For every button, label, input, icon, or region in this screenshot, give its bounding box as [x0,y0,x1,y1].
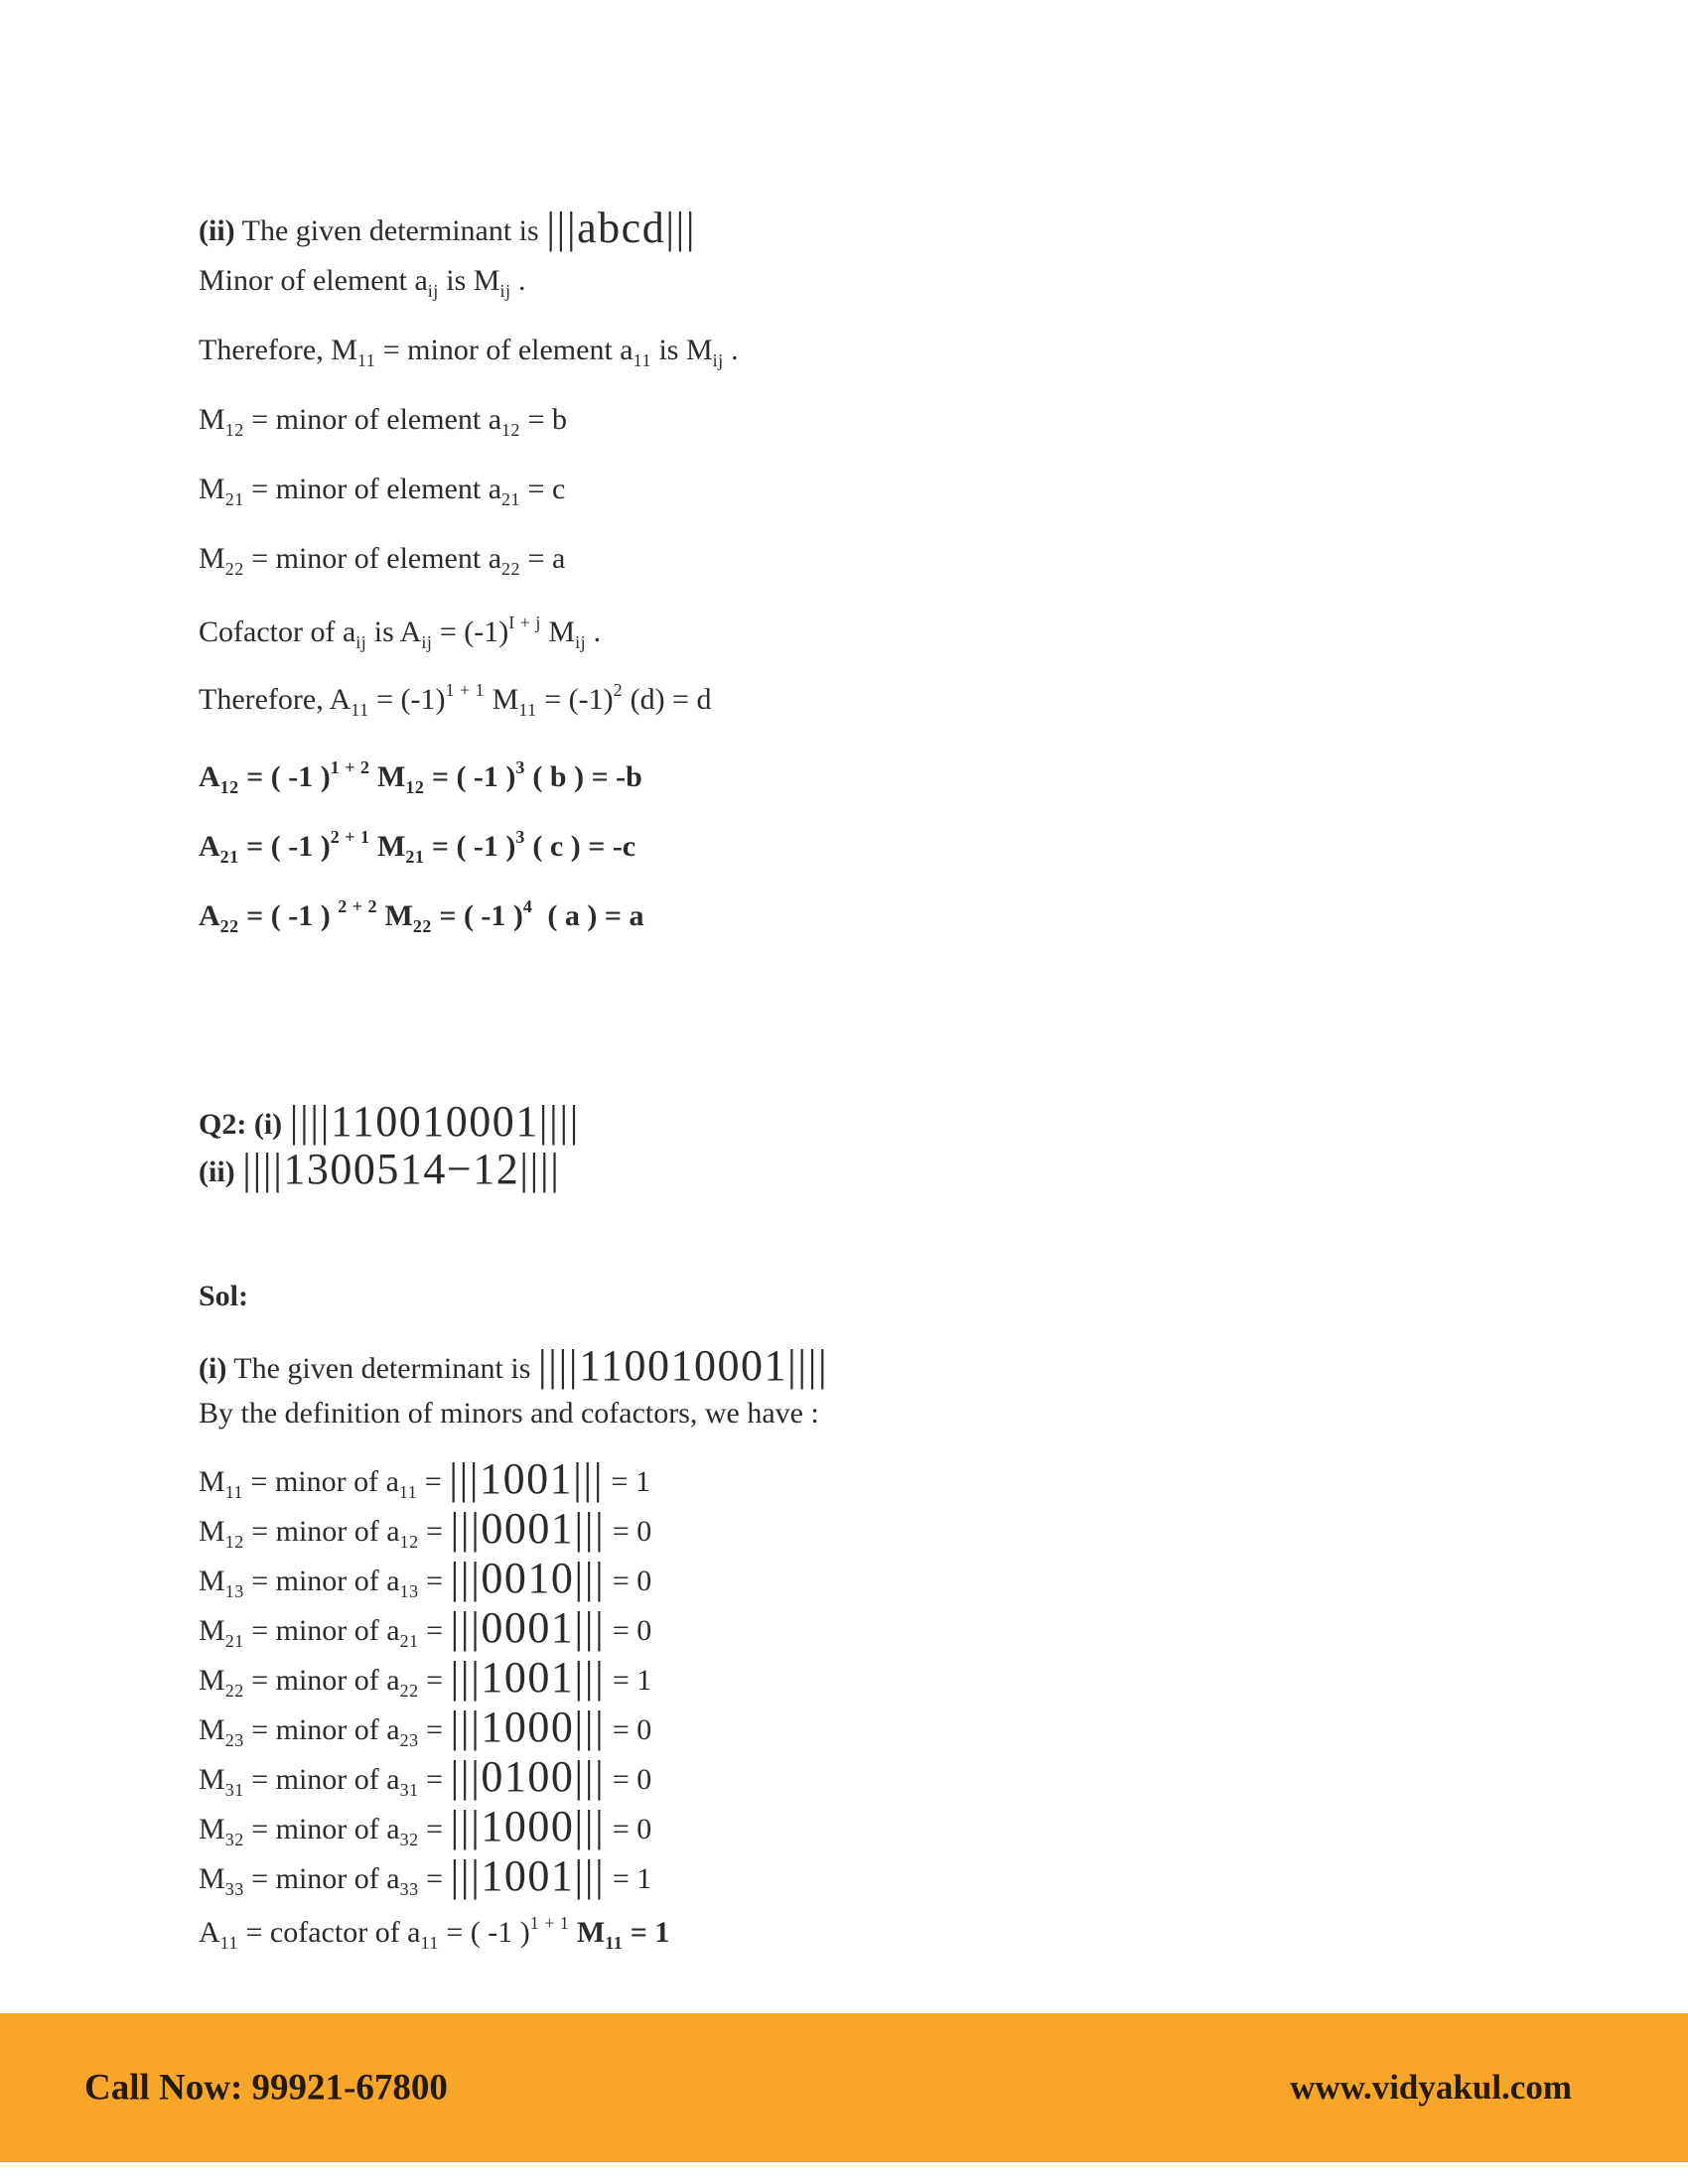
text-segment: 21 [219,847,239,867]
text-segment: = 1 [605,1664,652,1697]
text-segment: = minor of a [243,1515,400,1548]
text-segment: = ( -1 ) [238,830,331,863]
text-segment: 32 [399,1830,419,1849]
text-segment: = [418,1713,451,1746]
text-segment: 12 [224,1532,244,1552]
text-segment: . [586,615,602,648]
text-segment: 31 [399,1780,419,1800]
text-segment: 2 + 2 [338,896,378,916]
determinant-text: |||1000||| [450,1703,606,1751]
text-segment: 32 [224,1830,244,1849]
text-line-17 [199,1454,650,1503]
text-line-2 [199,266,525,300]
text-line-10 [199,828,635,866]
text-segment: ( c ) = -c [524,830,636,863]
text-segment: (i) [199,1352,227,1385]
text-segment: ij [355,632,367,652]
text-segment: = minor of a [243,1614,400,1647]
text-segment: 22 [412,916,432,936]
text-segment: 21 [405,847,425,867]
text-line-16 [199,1399,819,1429]
determinant-text: |||0001||| [450,1504,606,1553]
text-segment [569,1916,577,1949]
determinant-text: |||0001||| [450,1603,606,1652]
text-line-6 [199,544,565,578]
text-line-20 [199,1603,652,1652]
text-segment: 13 [399,1581,419,1601]
text-segment: M [199,1565,225,1597]
text-segment: M [199,1614,225,1647]
text-segment: A [199,899,220,932]
text-segment: 21 [224,1631,244,1651]
text-segment: M [199,1713,225,1746]
text-line-21 [199,1653,652,1702]
text-segment: 23 [399,1730,419,1750]
text-segment: A [199,830,220,863]
text-segment: ij [421,632,433,652]
text-line-4 [199,405,567,439]
text-segment: = 1 [604,1465,650,1498]
text-segment: = b [520,403,567,436]
text-segment: = minor of a [243,1813,400,1845]
text-segment: = minor of a [243,1465,399,1498]
text-segment: 11 [224,1482,244,1502]
text-segment: M [369,830,406,863]
text-segment: . [723,334,739,366]
text-segment: 11 [351,700,369,720]
text-segment: A [199,1916,220,1949]
text-segment: 2 + 1 [330,827,370,847]
text-line-26 [199,1914,669,1952]
text-segment: ij [427,281,439,301]
text-segment: = minor of element a [375,334,633,366]
footer-bar [0,2013,1688,2162]
text-segment: 4 [522,896,533,916]
text-segment: Minor of element a [199,264,428,297]
text-segment: = minor of element a [243,403,502,436]
text-segment: 11 [633,350,651,370]
text-segment: 23 [224,1730,244,1750]
text-segment: (ii) [199,214,235,247]
text-segment: = [418,1565,451,1597]
text-segment: M [199,1515,225,1548]
text-segment: M [199,1465,225,1498]
text-segment: = minor of a [243,1862,400,1895]
text-segment: M [199,1763,225,1796]
text-segment: 21 [399,1631,419,1651]
text-segment: = cofactor of a [238,1916,421,1949]
text-segment: A [199,760,220,793]
text-segment: = 0 [605,1813,652,1845]
text-segment: 22 [501,559,521,579]
text-line-18 [199,1504,652,1553]
call-now-text: Call Now: 99921-67800 [84,2067,448,2109]
text-segment: ( a ) = a [532,899,644,932]
text-segment: M [199,1862,225,1895]
text-segment: 3 [515,757,525,777]
text-segment: 31 [224,1780,244,1800]
text-segment: 12 [405,777,425,797]
text-segment: is M [438,264,500,297]
text-segment: The given determinant is [234,214,547,247]
text-segment: M [199,473,225,505]
text-segment: 2 [613,680,624,700]
text-segment: . [510,264,526,297]
text-segment: = minor of a [243,1713,400,1746]
text-segment: = 0 [605,1614,652,1647]
text-segment: 11 [398,1482,418,1502]
text-line-25 [199,1851,652,1900]
text-segment: 1 + 1 [529,1913,570,1933]
text-segment: I + j [508,613,541,632]
text-segment: Q2: (i) [199,1108,290,1141]
text-line-22 [199,1703,652,1751]
text-line-11 [199,897,644,935]
text-line-19 [199,1554,652,1602]
text-segment: = ( -1 ) [424,830,516,863]
text-segment: is A [366,615,422,648]
text-segment: (ii) [199,1156,243,1188]
text-segment: = minor of element a [243,542,502,575]
text-segment: 33 [224,1879,244,1899]
text-segment: The given determinant is [226,1352,538,1385]
text-segment: = [417,1465,450,1498]
text-segment: = ( -1 ) [238,760,331,793]
text-segment: (d) = d [623,683,712,716]
determinant-text: |||1001||| [449,1454,605,1503]
text-line-5 [199,475,565,508]
text-segment: = 0 [605,1763,652,1796]
text-segment: M [377,899,413,932]
text-segment: M [369,760,406,793]
text-segment: M [540,615,576,648]
text-segment: = a [520,542,566,575]
text-segment: 11 [420,1933,439,1953]
determinant-text: |||1001||| [450,1653,606,1702]
text-line-3 [199,336,739,369]
text-segment: = [418,1763,451,1796]
text-segment: 22 [399,1681,419,1701]
text-segment: 33 [399,1879,419,1899]
determinant-text: |||abcd||| [546,204,697,252]
text-segment: = minor of a [243,1763,400,1796]
text-segment: ij [575,632,587,652]
text-segment: 22 [219,916,239,936]
determinant-text: |||0010||| [450,1554,606,1602]
text-segment: = [418,1664,451,1697]
text-segment: 11 [518,700,537,720]
determinant-text: ||||110010001|||| [537,1341,829,1390]
determinant-text: |||0100||| [450,1752,606,1801]
text-segment: = ( -1 ) [431,899,523,932]
text-segment: 22 [224,559,244,579]
text-segment: 12 [219,777,239,797]
text-segment: Therefore, M [199,334,357,366]
text-segment: M [199,542,225,575]
text-segment: By the definition of minors and cofactors, we have : [199,1397,819,1430]
text-segment: Cofactor of a [199,615,356,648]
text-segment: M [576,1916,606,1949]
text-line-24 [199,1802,652,1850]
text-segment: = ( -1 ) [438,1916,530,1949]
text-segment: 12 [501,420,521,440]
text-line-12 [199,1097,580,1146]
text-segment: ( b ) = -b [524,760,642,793]
text-segment: 21 [224,489,244,509]
text-segment: = 0 [605,1565,652,1597]
text-segment: = (-1) [368,683,446,716]
text-segment: 11 [219,1933,239,1953]
text-segment: = ( -1 ) [424,760,516,793]
text-segment: = minor of element a [243,473,502,505]
text-segment: 21 [501,489,521,509]
text-line-8 [199,681,711,719]
text-line-1 [199,204,697,252]
text-segment: 22 [224,1681,244,1701]
text-segment: 1 + 2 [330,757,370,777]
text-segment: = ( -1 ) [238,899,339,932]
text-segment: = 1 [605,1862,652,1895]
text-segment: M [199,1664,225,1697]
text-segment: = (-1) [432,615,509,648]
text-segment: M [199,403,225,436]
text-segment: = c [520,473,566,505]
text-segment: 13 [224,1581,244,1601]
text-segment: M [199,1813,225,1845]
website-text: www.vidyakul.com [1290,2068,1572,2107]
text-segment: 1 + 1 [445,680,486,700]
text-line-7 [199,614,601,651]
text-segment: is M [650,334,713,366]
text-segment: 11 [356,350,376,370]
text-segment: ij [712,350,724,370]
text-line-14 [199,1282,248,1311]
determinant-text: |||1000||| [450,1802,606,1850]
text-segment: 3 [515,827,525,847]
text-segment: = [418,1813,451,1845]
text-line-23 [199,1752,652,1801]
text-segment: = minor of a [243,1565,400,1597]
text-segment: = minor of a [243,1664,400,1697]
text-segment: = 0 [605,1713,652,1746]
text-segment: Therefore, A [199,683,352,716]
text-segment: = [418,1862,451,1895]
text-segment: M [485,683,519,716]
text-segment: = 1 [623,1916,670,1949]
text-segment: = [418,1614,451,1647]
text-segment: = [418,1515,451,1548]
text-line-15 [199,1341,829,1390]
text-segment: ij [499,281,511,301]
text-segment: 11 [605,1933,624,1953]
text-segment: = 0 [605,1515,652,1548]
text-line-9 [199,758,642,796]
text-segment: 12 [224,420,244,440]
determinant-text: ||||110010001|||| [289,1097,580,1146]
text-line-13 [199,1145,561,1193]
determinant-text: |||1001||| [450,1851,606,1900]
text-segment: = (-1) [536,683,614,716]
text-segment: 12 [399,1532,419,1552]
determinant-text: ||||1300514−12|||| [242,1145,561,1193]
text-segment: Sol: [199,1280,249,1312]
